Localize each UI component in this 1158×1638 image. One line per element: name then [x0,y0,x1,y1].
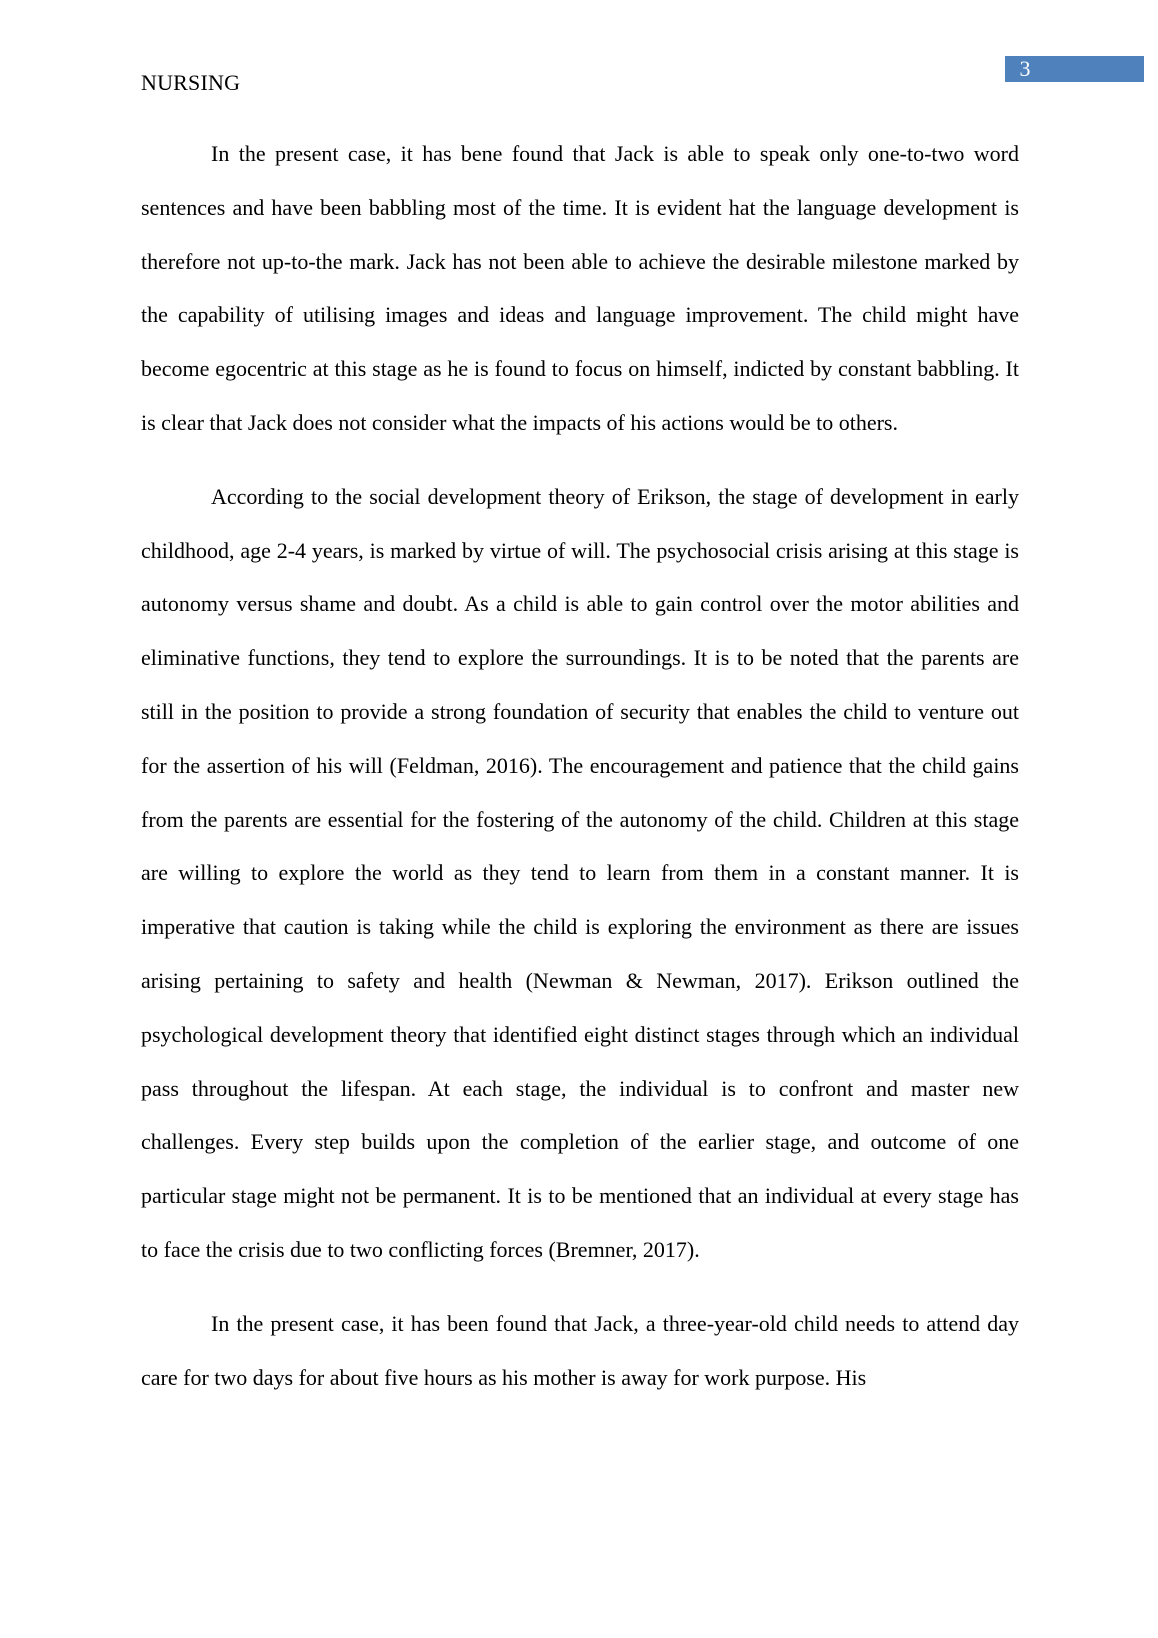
page-number: 3 [1019,56,1031,81]
running-head: NURSING [141,70,241,95]
paragraph-2: According to the social development theory of Erikson, the stage of development in early childhood, age 2-4 years, is marked by virtue of will. The psychosocial crisis arising at this stage is autonomy versus shame and doubt. As a child is able to gain control over the motor abilities and eliminative functions, they tend to explore the surroundings. It is to be noted that the parents are still in the position to provide a strong foundation of security that enables the child to venture out for the assertion of his will (Feldman, 2016). The encouragement and patience that the child gains from the parents are essential for the fostering of the autonomy of the child. Children at this stage are willing to explore the world as they tend to learn from them in a constant manner. It is imperative that caution is taking while the child is exploring the environment as there are issues arising pertaining to safety and health (Newman & Newman, 2017). Erikson outlined the psychological development theory that identified eight distinct stages through which an individual pass throughout the lifespan. At each stage, the individual is to confront and master new challenges. Every step builds upon the completion of the earlier stage, and outcome of one particular stage might not be permanent. It is to be mentioned that an individual at every stage has to face the crisis due to two conflicting forces (Bremner, 2017). [141,483,1019,1262]
paragraph-3: In the present case, it has been found that Jack, a three-year-old child needs to attend day care for two days for about five hours as his mother is away for work purpose. His [141,1310,1019,1390]
page-number-badge [1005,56,1144,82]
document-body [141,127,1019,1424]
paragraph-1: In the present case, it has bene found that Jack is able to speak only one-to-two word sentences and have been babbling most of the time. It is evident hat the language development is therefore not up-to-the mark. Jack has not been able to achieve the desirable milestone marked by the capability of utilising images and ideas and language improvement. The child might have become egocentric at this stage as he is found to focus on himself, indicted by constant babbling. It is clear that Jack does not consider what the impacts of his actions would be to others. [141,141,1019,435]
